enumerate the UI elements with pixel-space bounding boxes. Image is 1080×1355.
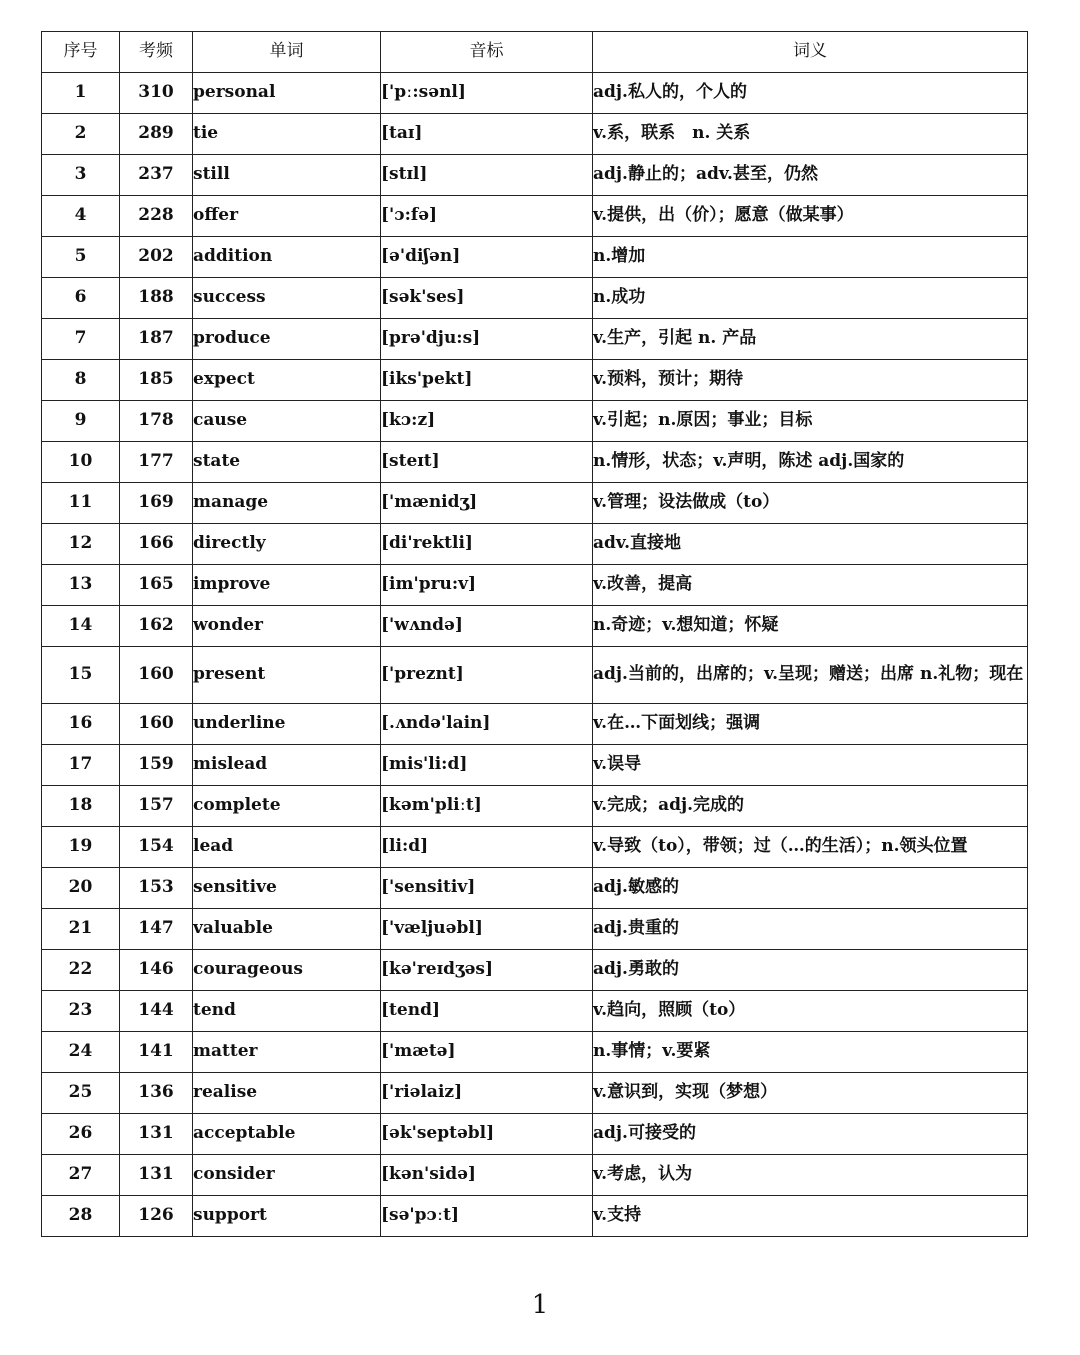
cell-frequency: 310: [120, 73, 193, 114]
table-row: [42, 360, 1028, 401]
table-row: [42, 319, 1028, 360]
cell-word: support: [193, 1196, 381, 1237]
cell-phonetic: ['ɔ:fə]: [381, 196, 593, 237]
cell-meaning: adv.直接地: [593, 524, 1028, 565]
cell-index: 5: [42, 237, 120, 278]
header-index: 序号: [42, 32, 120, 73]
cell-word: tie: [193, 114, 381, 155]
table-row: [42, 647, 1028, 704]
cell-phonetic: ['væljuəbl]: [381, 909, 593, 950]
cell-phonetic: [kəm'pliːt]: [381, 786, 593, 827]
cell-word: state: [193, 442, 381, 483]
cell-frequency: 237: [120, 155, 193, 196]
cell-word: courageous: [193, 950, 381, 991]
table-row: [42, 606, 1028, 647]
cell-frequency: 177: [120, 442, 193, 483]
table-row: [42, 950, 1028, 991]
cell-meaning: v.意识到，实现（梦想）: [593, 1073, 1028, 1114]
cell-word: wonder: [193, 606, 381, 647]
header-word: 单词: [193, 32, 381, 73]
header-frequency: 考频: [120, 32, 193, 73]
cell-phonetic: [kə'reɪdʒəs]: [381, 950, 593, 991]
table-row: [42, 1196, 1028, 1237]
cell-word: improve: [193, 565, 381, 606]
cell-index: 22: [42, 950, 120, 991]
cell-word: success: [193, 278, 381, 319]
cell-index: 1: [42, 73, 120, 114]
cell-index: 25: [42, 1073, 120, 1114]
cell-meaning: n.情形，状态；v.声明，陈述 adj.国家的: [593, 442, 1028, 483]
cell-word: mislead: [193, 745, 381, 786]
cell-index: 27: [42, 1155, 120, 1196]
header-row: [42, 32, 1028, 73]
cell-word: valuable: [193, 909, 381, 950]
cell-phonetic: [ək'septəbl]: [381, 1114, 593, 1155]
cell-index: 15: [42, 647, 120, 704]
table-row: [42, 278, 1028, 319]
cell-index: 20: [42, 868, 120, 909]
cell-frequency: 166: [120, 524, 193, 565]
cell-phonetic: [tend]: [381, 991, 593, 1032]
cell-index: 21: [42, 909, 120, 950]
table-row: [42, 565, 1028, 606]
cell-index: 10: [42, 442, 120, 483]
cell-phonetic: [kən'sidə]: [381, 1155, 593, 1196]
cell-frequency: 131: [120, 1114, 193, 1155]
cell-meaning: v.导致（to），带领；过（…的生活）；n.领头位置: [593, 827, 1028, 868]
cell-word: lead: [193, 827, 381, 868]
cell-index: 13: [42, 565, 120, 606]
cell-frequency: 126: [120, 1196, 193, 1237]
cell-frequency: 160: [120, 704, 193, 745]
cell-meaning: v.改善，提高: [593, 565, 1028, 606]
cell-index: 12: [42, 524, 120, 565]
cell-frequency: 141: [120, 1032, 193, 1073]
cell-meaning: v.在…下面划线；强调: [593, 704, 1028, 745]
cell-meaning: adj.勇敢的: [593, 950, 1028, 991]
cell-meaning: adj.私人的，个人的: [593, 73, 1028, 114]
cell-phonetic: ['pː:sənl]: [381, 73, 593, 114]
cell-phonetic: [stɪl]: [381, 155, 593, 196]
cell-meaning: v.生产，引起 n. 产品: [593, 319, 1028, 360]
cell-frequency: 153: [120, 868, 193, 909]
cell-index: 26: [42, 1114, 120, 1155]
cell-word: still: [193, 155, 381, 196]
cell-frequency: 136: [120, 1073, 193, 1114]
table-row: [42, 1073, 1028, 1114]
cell-index: 2: [42, 114, 120, 155]
cell-meaning: adj.当前的，出席的；v.呈现；赠送；出席 n.礼物；现在: [593, 647, 1028, 704]
header-meaning: 词义: [593, 32, 1028, 73]
cell-phonetic: ['mænidʒ]: [381, 483, 593, 524]
cell-index: 6: [42, 278, 120, 319]
cell-meaning: n.成功: [593, 278, 1028, 319]
cell-meaning: v.误导: [593, 745, 1028, 786]
table-row: [42, 114, 1028, 155]
table-row: [42, 1032, 1028, 1073]
cell-frequency: 289: [120, 114, 193, 155]
cell-word: matter: [193, 1032, 381, 1073]
cell-meaning: v.系，联系 n. 关系: [593, 114, 1028, 155]
cell-word: realise: [193, 1073, 381, 1114]
cell-index: 19: [42, 827, 120, 868]
cell-meaning: v.提供，出（价）；愿意（做某事）: [593, 196, 1028, 237]
cell-meaning: adj.敏感的: [593, 868, 1028, 909]
cell-meaning: v.引起；n.原因；事业；目标: [593, 401, 1028, 442]
cell-word: underline: [193, 704, 381, 745]
cell-index: 16: [42, 704, 120, 745]
cell-index: 8: [42, 360, 120, 401]
cell-word: present: [193, 647, 381, 704]
cell-meaning: adj.可接受的: [593, 1114, 1028, 1155]
cell-phonetic: [li:d]: [381, 827, 593, 868]
cell-phonetic: [taɪ]: [381, 114, 593, 155]
cell-index: 23: [42, 991, 120, 1032]
cell-word: manage: [193, 483, 381, 524]
page-number: 1: [531, 1290, 549, 1320]
cell-frequency: 160: [120, 647, 193, 704]
cell-phonetic: ['wʌndə]: [381, 606, 593, 647]
cell-word: consider: [193, 1155, 381, 1196]
cell-word: personal: [193, 73, 381, 114]
cell-index: 9: [42, 401, 120, 442]
cell-index: 3: [42, 155, 120, 196]
cell-meaning: adj.贵重的: [593, 909, 1028, 950]
cell-word: sensitive: [193, 868, 381, 909]
cell-phonetic: [ə'diʃən]: [381, 237, 593, 278]
cell-frequency: 188: [120, 278, 193, 319]
cell-meaning: adj.静止的；adv.甚至，仍然: [593, 155, 1028, 196]
cell-phonetic: [kɔ:z]: [381, 401, 593, 442]
table-row: [42, 745, 1028, 786]
cell-index: 7: [42, 319, 120, 360]
cell-meaning: v.考虑，认为: [593, 1155, 1028, 1196]
cell-word: complete: [193, 786, 381, 827]
table-row: [42, 196, 1028, 237]
cell-phonetic: ['preznt]: [381, 647, 593, 704]
cell-frequency: 202: [120, 237, 193, 278]
cell-word: acceptable: [193, 1114, 381, 1155]
cell-frequency: 228: [120, 196, 193, 237]
cell-frequency: 131: [120, 1155, 193, 1196]
table-row: [42, 483, 1028, 524]
cell-index: 17: [42, 745, 120, 786]
cell-word: offer: [193, 196, 381, 237]
cell-meaning: v.管理；设法做成（to）: [593, 483, 1028, 524]
table-row: [42, 155, 1028, 196]
cell-index: 18: [42, 786, 120, 827]
cell-word: addition: [193, 237, 381, 278]
cell-phonetic: [mis'li:d]: [381, 745, 593, 786]
cell-phonetic: [steɪt]: [381, 442, 593, 483]
vocabulary-table: [41, 31, 1028, 1237]
table-row: [42, 1114, 1028, 1155]
cell-phonetic: ['sensitiv]: [381, 868, 593, 909]
cell-meaning: v.趋向，照顾（to）: [593, 991, 1028, 1032]
cell-phonetic: [di'rektli]: [381, 524, 593, 565]
cell-frequency: 147: [120, 909, 193, 950]
cell-meaning: v.完成；adj.完成的: [593, 786, 1028, 827]
table-row: [42, 786, 1028, 827]
table-row: [42, 1155, 1028, 1196]
cell-meaning: n.事情；v.要紧: [593, 1032, 1028, 1073]
cell-frequency: 159: [120, 745, 193, 786]
cell-frequency: 178: [120, 401, 193, 442]
table-row: [42, 237, 1028, 278]
cell-frequency: 157: [120, 786, 193, 827]
cell-index: 4: [42, 196, 120, 237]
cell-phonetic: [sək'ses]: [381, 278, 593, 319]
table-row: [42, 909, 1028, 950]
cell-frequency: 165: [120, 565, 193, 606]
cell-frequency: 185: [120, 360, 193, 401]
cell-frequency: 144: [120, 991, 193, 1032]
cell-frequency: 162: [120, 606, 193, 647]
cell-word: tend: [193, 991, 381, 1032]
cell-phonetic: [im'pru:v]: [381, 565, 593, 606]
cell-word: directly: [193, 524, 381, 565]
table-row: [42, 73, 1028, 114]
table-row: [42, 991, 1028, 1032]
cell-index: 28: [42, 1196, 120, 1237]
table-row: [42, 524, 1028, 565]
cell-phonetic: [prə'dju:s]: [381, 319, 593, 360]
cell-phonetic: ['riəlaiz]: [381, 1073, 593, 1114]
table-row: [42, 704, 1028, 745]
cell-meaning: v.支持: [593, 1196, 1028, 1237]
cell-word: produce: [193, 319, 381, 360]
table-row: [42, 868, 1028, 909]
cell-index: 14: [42, 606, 120, 647]
cell-frequency: 154: [120, 827, 193, 868]
cell-word: cause: [193, 401, 381, 442]
cell-frequency: 146: [120, 950, 193, 991]
cell-frequency: 169: [120, 483, 193, 524]
cell-phonetic: [iks'pekt]: [381, 360, 593, 401]
cell-phonetic: ['mætə]: [381, 1032, 593, 1073]
table-row: [42, 827, 1028, 868]
cell-index: 11: [42, 483, 120, 524]
header-phonetic: 音标: [381, 32, 593, 73]
cell-meaning: n.增加: [593, 237, 1028, 278]
cell-word: expect: [193, 360, 381, 401]
cell-phonetic: [sə'pɔːt]: [381, 1196, 593, 1237]
cell-index: 24: [42, 1032, 120, 1073]
cell-meaning: n.奇迹；v.想知道；怀疑: [593, 606, 1028, 647]
table-row: [42, 442, 1028, 483]
cell-frequency: 187: [120, 319, 193, 360]
table-row: [42, 401, 1028, 442]
vocabulary-table-body: [42, 73, 1028, 1237]
cell-phonetic: [.ʌndə'lain]: [381, 704, 593, 745]
cell-meaning: v.预料，预计；期待: [593, 360, 1028, 401]
